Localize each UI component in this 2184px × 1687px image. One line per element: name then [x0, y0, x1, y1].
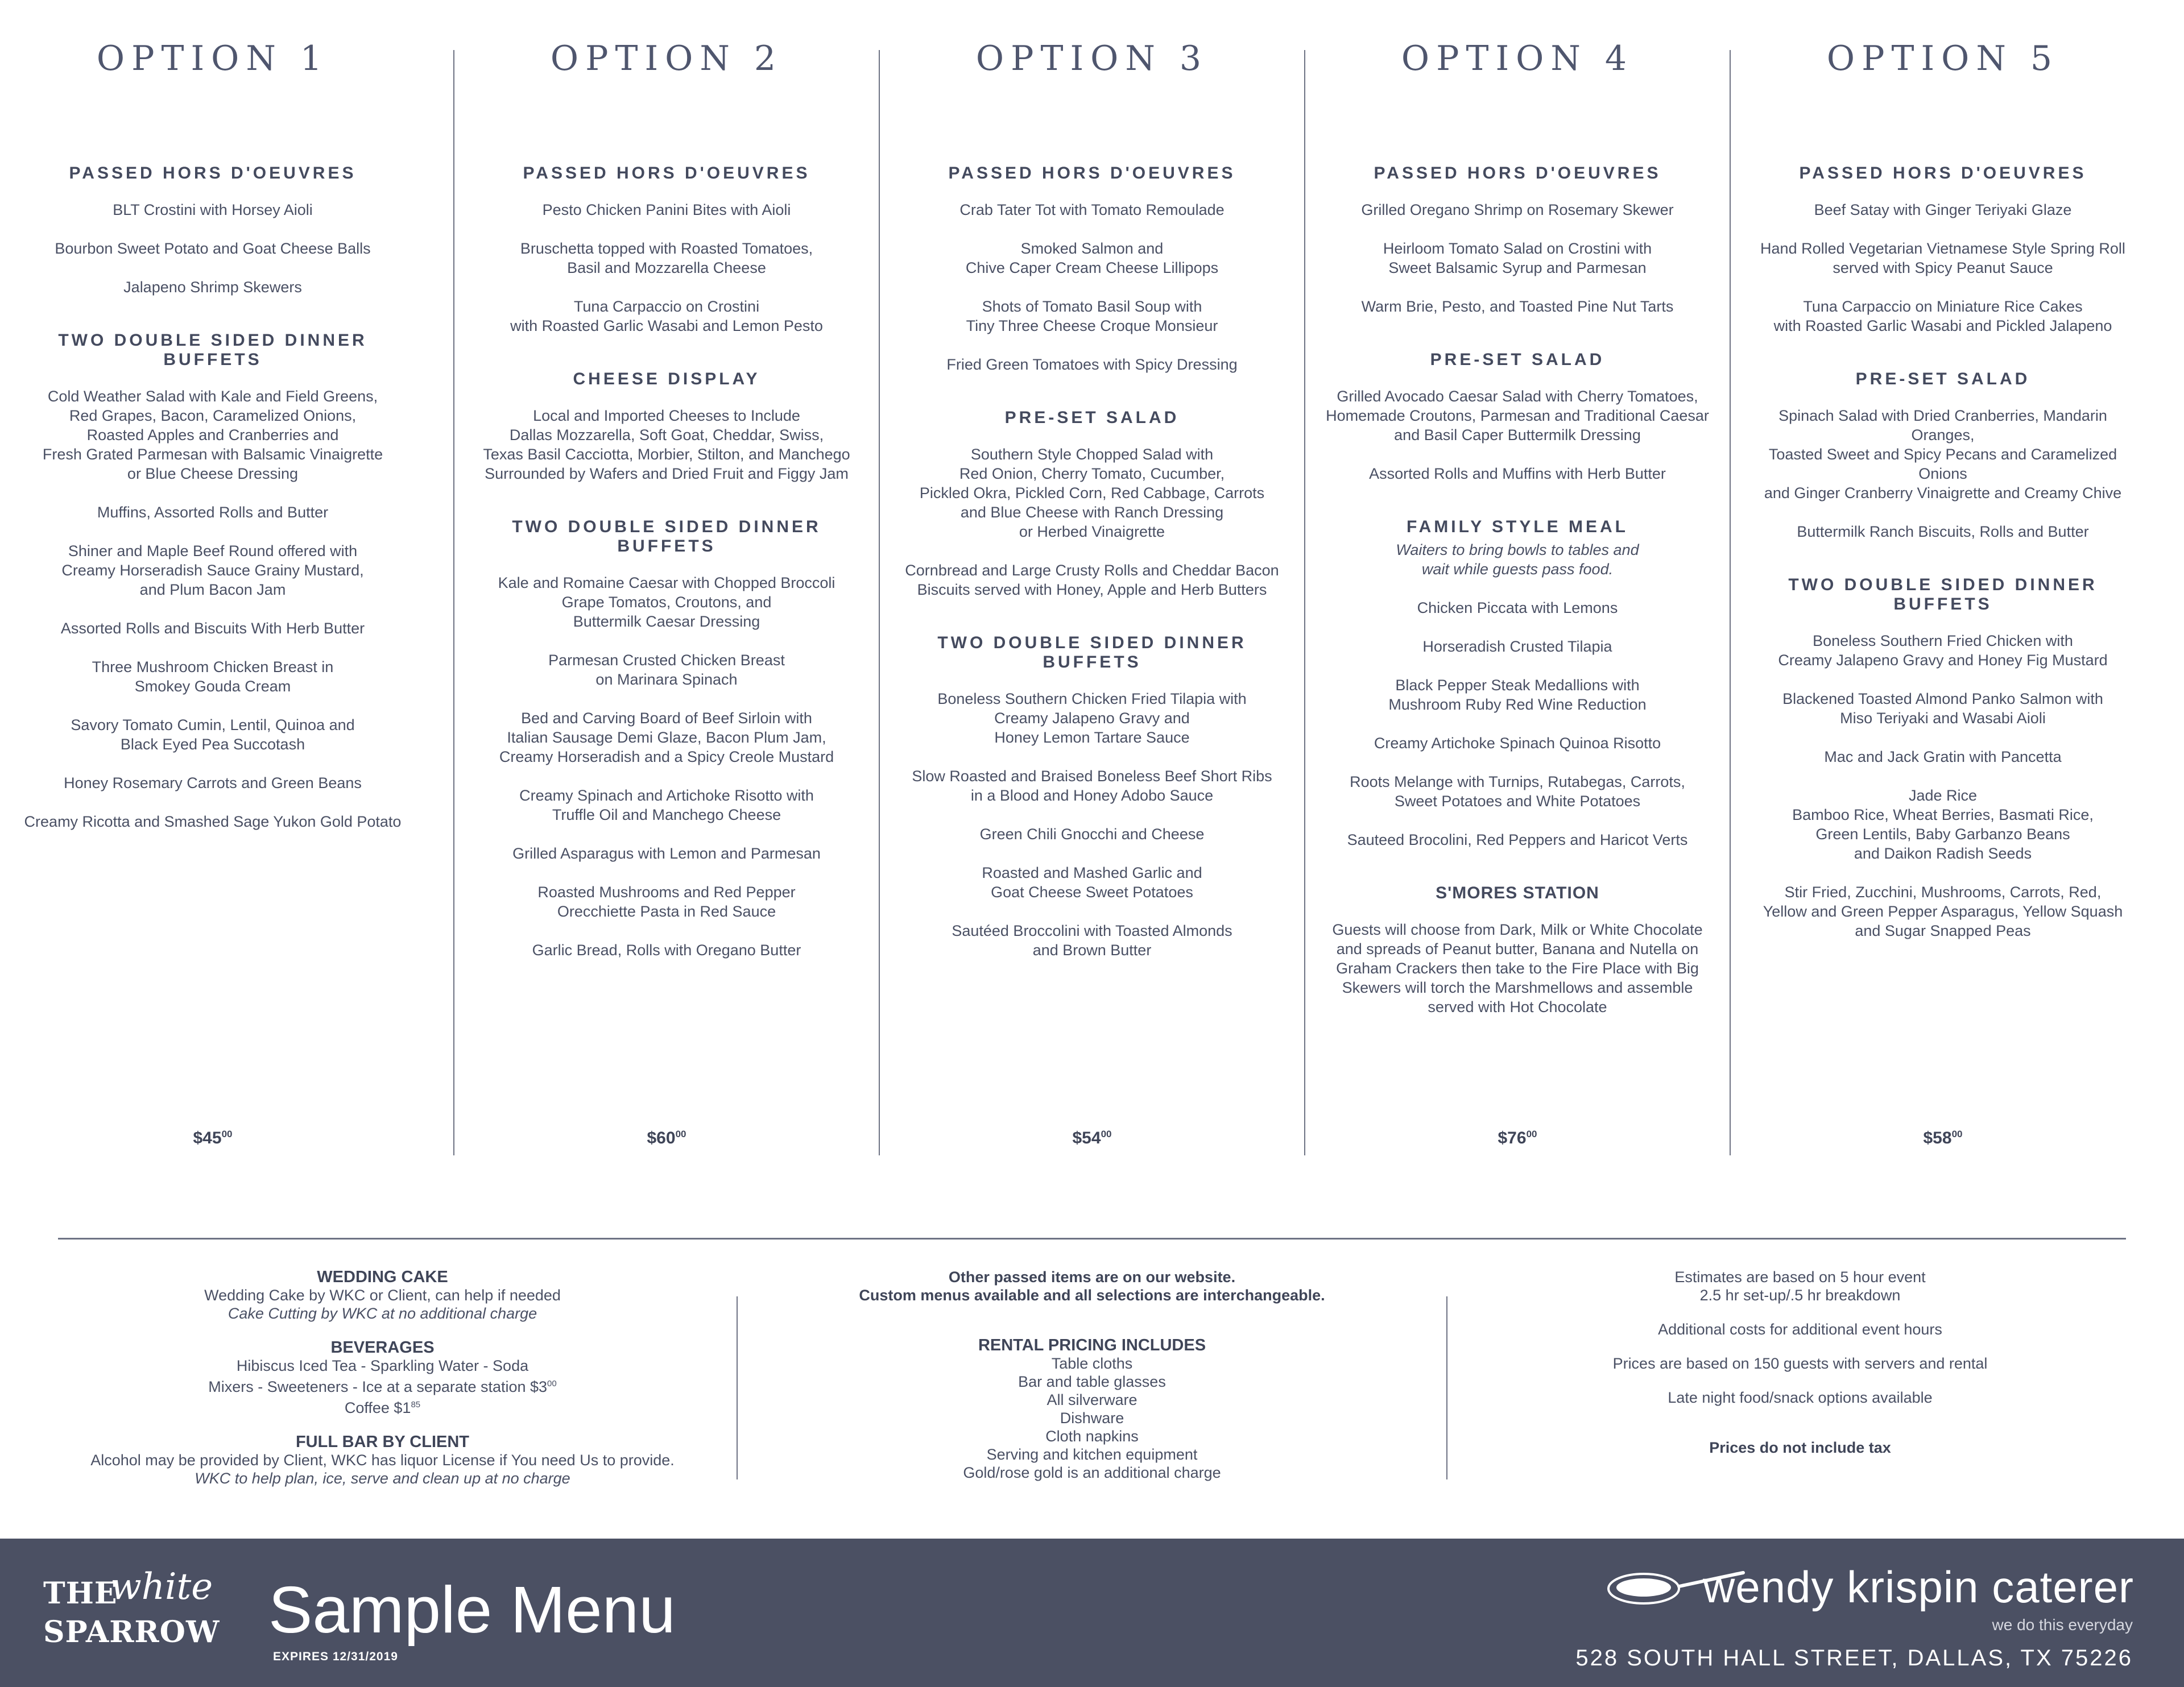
menu-item: Roasted and Mashed Garlic and Goat Cheese Sweet Potatoes	[982, 864, 1202, 901]
beverages-heading: BEVERAGES	[330, 1338, 435, 1357]
menu-item: Creamy Spinach and Artichoke Risotto with Truffle Oil and Manchego Cheese	[519, 787, 814, 823]
menu-item: Local and Imported Cheeses to Include Dallas Mozzarella, Soft Goat, Cheddar, Swiss, Texas Basil Cacciotta, Morbier, Stilton, and Manchego Surrounded by Wafers and Dried Fruit and Figgy Jam	[483, 407, 850, 482]
menu-item: Muffins, Assorted Rolls and Butter	[97, 504, 329, 521]
setup-note: 2.5 hr set-up/.5 hr breakdown	[1699, 1287, 1901, 1304]
menu-item: Stir Fried, Zucchini, Mushrooms, Carrots, Red, Yellow and Green Pepper Asparagus, Yellow Squash and Sugar Snapped Peas	[1763, 884, 2123, 939]
rental-item: Cloth napkins	[1045, 1428, 1139, 1445]
menu-section	[20, 164, 405, 297]
section-heading: TWO DOUBLE SIDED DINNER BUFFETS	[512, 517, 821, 556]
menu-item: Guests will choose from Dark, Milk or White Chocolate and spreads of Peanut butter, Banana and Nutella on Graham Crackers then take to the Fire Place with Big Skewers will torch the Marshmellows and assemble served with Hot Chocolate	[1332, 921, 1703, 1015]
menu-item: Tuna Carpaccio on Miniature Rice Cakes with Roasted Garlic Wasabi and Pickled Jalapeno	[1773, 298, 2112, 334]
cake-heading: WEDDING CAKE	[317, 1268, 448, 1286]
beverages-line: Mixers - Sweeteners - Ice at a separate station $\$3^{00}$	[208, 1378, 557, 1395]
custom-menu-note: Custom menus available and all selections are interchangeable.	[859, 1287, 1325, 1304]
menu-item: Buttermilk Ranch Biscuits, Rolls and Butter	[1797, 523, 2089, 540]
menu-section	[474, 517, 859, 960]
option-column	[1730, 0, 2156, 1200]
option-price: $\$45^{00}$	[193, 1129, 233, 1147]
beverages-line: Hibiscus Iced Tea - Sparkling Water - Soda	[236, 1357, 529, 1374]
rental-item: All silverware	[1046, 1391, 1138, 1408]
menu-item: Fried Green Tomatoes with Spicy Dressing	[946, 356, 1238, 373]
section-heading: PRE-SET SALAD	[1855, 370, 2030, 388]
menu-section	[474, 164, 859, 335]
menu-item: Creamy Artichoke Spinach Quinoa Risotto	[1374, 735, 1661, 752]
menu-section	[1325, 350, 1710, 483]
option-price: $\$76^{00}$	[1498, 1129, 1537, 1147]
section-heading: CHEESE DISPLAY	[573, 370, 760, 388]
caterer-address: 528 SOUTH HALL STREET, DALLAS, TX 75226	[1575, 1645, 2133, 1671]
menu-item: Jalapeno Shrimp Skewers	[123, 279, 302, 296]
section-heading: PASSED HORS D'OEUVRES	[523, 164, 810, 183]
menu-section	[1325, 884, 1710, 1017]
menu-item: Sautéed Broccolini with Toasted Almonds and Brown Butter	[952, 922, 1232, 959]
additional-cost-note: Additional costs for additional event hours	[1658, 1321, 1942, 1338]
option-column	[879, 0, 1305, 1200]
bar-heading: FULL BAR BY CLIENT	[295, 1433, 470, 1451]
guests-note: Prices are based on 150 guests with servers and rental	[1612, 1355, 1988, 1372]
option-title: OPTION 4	[1401, 39, 1634, 78]
option-column	[454, 0, 879, 1200]
menu-item: Boneless Southern Fried Chicken with Creamy Jalapeno Gravy and Honey Fig Mustard	[1778, 632, 2108, 669]
menu-item: Chicken Piccata with Lemons	[1417, 599, 1618, 616]
menu-section	[1325, 164, 1710, 316]
menu-section	[900, 408, 1284, 599]
menu-item: Sauteed Brocolini, Red Peppers and Haricot Verts	[1347, 831, 1688, 848]
footer-bar	[0, 1539, 2184, 1687]
menu-item: Boneless Southern Chicken Fried Tilapia with Creamy Jalapeno Gravy and Honey Lemon Tartare Sauce	[937, 690, 1247, 746]
menu-item: Bruschetta topped with Roasted Tomatoes, Basil and Mozzarella Cheese	[520, 240, 813, 276]
menu-item: Roasted Mushrooms and Red Pepper Orecchiette Pasta in Red Sauce	[537, 884, 796, 920]
rental-item: Bar and table glasses	[1018, 1373, 1166, 1390]
menu-section	[1325, 517, 1710, 849]
caterer-tagline: we do this everyday	[1992, 1616, 2133, 1634]
menu-item: Grilled Asparagus with Lemon and Parmesan	[512, 845, 821, 862]
menu-item: Assorted Rolls and Biscuits With Herb Butter	[60, 620, 365, 637]
section-heading: TWO DOUBLE SIDED DINNER BUFFETS	[58, 331, 367, 369]
website-note: Other passed items are on our website.	[948, 1269, 1236, 1286]
section-heading: PASSED HORS D'OEUVRES	[69, 164, 357, 183]
menu-item: Jade Rice Bamboo Rice, Wheat Berries, Basmati Rice, Green Lentils, Baby Garbanzo Beans and Daikon Radish Seeds	[1792, 787, 2094, 862]
menu-item: Smoked Salmon and Chive Caper Cream Cheese Lillipops	[965, 240, 1219, 276]
column-divider	[1304, 50, 1305, 1155]
menu-item: Assorted Rolls and Muffins with Herb Butter	[1369, 465, 1666, 482]
section-heading: PASSED HORS D'OEUVRES	[1799, 164, 2087, 183]
menu-item: Savory Tomato Cumin, Lentil, Quinoa and Black Eyed Pea Succotash	[71, 716, 355, 753]
section-heading: PASSED HORS D'OEUVRES	[948, 164, 1236, 183]
menu-section	[900, 633, 1284, 960]
menu-item: Bourbon Sweet Potato and Goat Cheese Balls	[55, 240, 371, 257]
menu-item: Kale and Romaine Caesar with Chopped Broccoli Grape Tomatos, Croutons, and Buttermilk Caesar Dressing	[498, 574, 835, 630]
menu-section	[1751, 575, 2135, 940]
menu-item: Black Pepper Steak Medallions with Mushroom Ruby Red Wine Reduction	[1388, 677, 1647, 713]
cake-line: Wedding Cake by WKC or Client, can help if needed	[204, 1287, 561, 1304]
menu-item: Tuna Carpaccio on Crostini with Roasted Garlic Wasabi and Lemon Pesto	[510, 298, 823, 334]
notes-divider	[1446, 1296, 1447, 1479]
menu-item: Three Mushroom Chicken Breast in Smokey Gouda Cream	[92, 658, 334, 695]
section-heading: TWO DOUBLE SIDED DINNER BUFFETS	[1788, 575, 2098, 614]
rental-item: Table cloths	[1051, 1355, 1133, 1372]
menu-item: Bed and Carving Board of Beef Sirloin with Italian Sausage Demi Glaze, Bacon Plum Jam, Creamy Horseradish and a Spicy Creole Mustard	[499, 710, 834, 765]
menu-item: Heirloom Tomato Salad on Crostini with Sweet Balsamic Syrup and Parmesan	[1383, 240, 1652, 276]
option-column	[0, 0, 425, 1200]
menu-section	[20, 331, 405, 831]
expiry-date: EXPIRES 12/31/2019	[273, 1650, 398, 1663]
option-title: OPTION 5	[1826, 39, 2059, 78]
option-price: $\$58^{00}$	[1923, 1129, 1963, 1147]
menu-item: Green Chili Gnocchi and Cheese	[979, 826, 1205, 843]
menu-item: Hand Rolled Vegetarian Vietnamese Style Spring Roll served with Spicy Peanut Sauce	[1760, 240, 2125, 276]
menu-item: BLT Crostini with Horsey Aioli	[113, 201, 313, 218]
menu-item: Parmesan Crusted Chicken Breast on Marinara Spinach	[548, 652, 785, 688]
bar-note: WKC to help plan, ice, serve and clean up at no charge	[195, 1470, 570, 1487]
beverages-line: Coffee $\$1^{85}$	[344, 1399, 421, 1416]
late-night-note: Late night food/snack options available	[1668, 1389, 1933, 1406]
rental-item: Dishware	[1060, 1410, 1124, 1427]
option-column	[1305, 0, 1730, 1200]
menu-item: Cornbread and Large Crusty Rolls and Cheddar Bacon Biscuits served with Honey, Apple and Herb Butters	[905, 562, 1279, 598]
menu-section	[474, 370, 859, 483]
option-title: OPTION 1	[96, 39, 329, 78]
caterer-brand: wendy krispin caterer	[1703, 1562, 2134, 1612]
bar-line: Alcohol may be provided by Client, WKC has liquor License if You need Us to provide.	[90, 1452, 675, 1469]
page-title: Sample Menu	[268, 1573, 676, 1647]
menu-item: Mac and Jack Gratin with Pancetta	[1824, 748, 2062, 765]
notes-right	[1479, 1268, 2121, 1457]
menu-item: Horseradish Crusted Tilapia	[1422, 638, 1612, 655]
menu-item: Garlic Bread, Rolls with Oregano Butter	[532, 942, 801, 959]
menu-item: Shots of Tomato Basil Soup with Tiny Three Cheese Croque Monsieur	[966, 298, 1218, 334]
menu-item: Honey Rosemary Carrots and Green Beans	[64, 774, 362, 791]
menu-notes	[0, 1268, 2184, 1512]
menu-section	[900, 164, 1284, 374]
menu-item: Creamy Ricotta and Smashed Sage Yukon Gold Potato	[24, 813, 402, 830]
white-sparrow-logo: THE white SPARROW	[43, 1566, 220, 1649]
menu-item: Pesto Chicken Panini Bites with Aioli	[542, 201, 791, 218]
column-divider	[453, 50, 454, 1155]
option-price: $\$60^{00}$	[647, 1129, 686, 1147]
notes-left	[57, 1268, 708, 1487]
notes-middle	[765, 1268, 1419, 1482]
menu-item: Spinach Salad with Dried Cranberries, Mandarin Oranges, Toasted Sweet and Spicy Pecans and Caramelized Onions and Ginger Cranberry Vinaigrette and Creamy Chive	[1764, 407, 2122, 501]
estimate-note: Estimates are based on 5 hour event	[1674, 1269, 1926, 1286]
menu-item: Blackened Toasted Almond Panko Salmon with Miso Teriyaki and Wasabi Aioli	[1782, 690, 2103, 727]
menu-section	[1751, 164, 2135, 335]
menu-item: Roots Melange with Turnips, Rutabegas, Carrots, Sweet Potatoes and White Potatoes	[1350, 773, 1685, 810]
rental-heading: RENTAL PRICING INCLUDES	[978, 1336, 1206, 1354]
section-heading: FAMILY STYLE MEAL	[1406, 517, 1629, 536]
menu-item: Shiner and Maple Beef Round offered with Creamy Horseradish Sauce Grainy Mustard, and Plum Bacon Jam	[61, 542, 364, 598]
menu-item: Warm Brie, Pesto, and Toasted Pine Nut Tarts	[1361, 298, 1674, 315]
section-heading: S'MORES STATION	[1436, 884, 1599, 902]
section-note: Waiters to bring bowls to tables and wait while guests pass food.	[1396, 541, 1639, 578]
section-heading: PASSED HORS D'OEUVRES	[1374, 164, 1661, 183]
option-title: OPTION 2	[550, 39, 783, 78]
section-heading: PRE-SET SALAD	[1004, 408, 1180, 427]
menu-item: Crab Tater Tot with Tomato Remoulade	[959, 201, 1225, 218]
menu-item: Cold Weather Salad with Kale and Field Greens, Red Grapes, Bacon, Caramelized Onions, Roasted Apples and Cranberries and Fresh Grated Parmesan with Balsamic Vinaigrette or Blue Cheese Dressing	[42, 388, 383, 482]
tax-note: Prices do not include tax	[1709, 1439, 1891, 1456]
menu-item: Grilled Avocado Caesar Salad with Cherry Tomatoes, Homemade Croutons, Parmesan and Traditional Caesar and Basil Caper Buttermilk Dressing	[1326, 388, 1709, 443]
column-divider	[1730, 50, 1731, 1155]
menu-item: Beef Satay with Ginger Teriyaki Glaze	[1814, 201, 2072, 218]
section-heading: TWO DOUBLE SIDED DINNER BUFFETS	[937, 633, 1247, 672]
column-divider	[879, 50, 880, 1155]
option-title: OPTION 3	[975, 39, 1209, 78]
menu-item: Slow Roasted and Braised Boneless Beef Short Ribs in a Blood and Honey Adobo Sauce	[912, 768, 1272, 804]
menu-item: Southern Style Chopped Salad with Red Onion, Cherry Tomato, Cucumber, Pickled Okra, Pickled Corn, Red Cabbage, Carrots and Blue Cheese with Ranch Dressing or Herbed Vinaigrette	[919, 446, 1265, 540]
rental-item: Serving and kitchen equipment	[986, 1446, 1198, 1463]
rental-item: Gold/rose gold is an additional charge	[963, 1464, 1221, 1481]
option-price: $\$54^{00}$	[1072, 1129, 1112, 1147]
menu-item: Grilled Oregano Shrimp on Rosemary Skewer	[1361, 201, 1674, 218]
notes-divider	[737, 1296, 738, 1479]
cake-note: Cake Cutting by WKC at no additional charge	[228, 1305, 537, 1322]
section-divider	[58, 1238, 2126, 1240]
menu-section	[1751, 370, 2135, 541]
section-heading: PRE-SET SALAD	[1430, 350, 1605, 369]
